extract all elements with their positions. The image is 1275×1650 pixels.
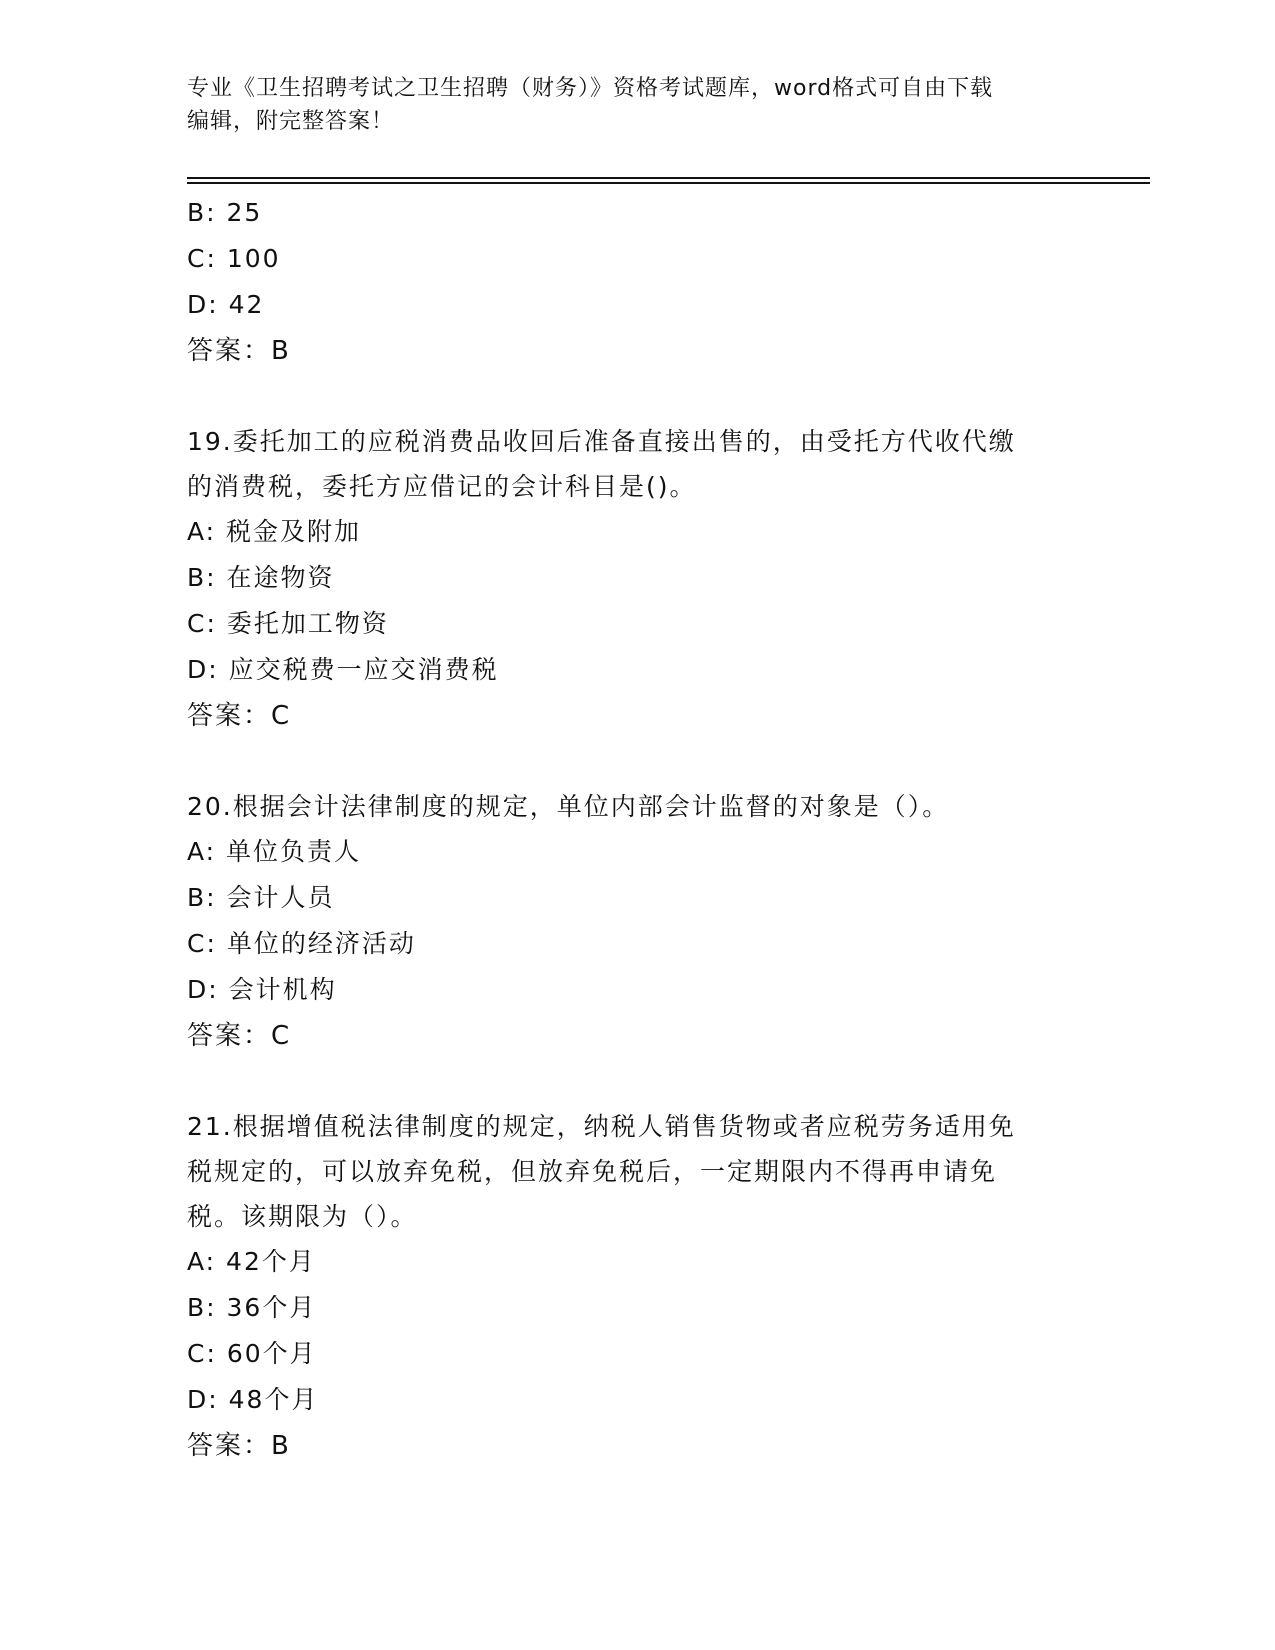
- option-text: 48个月: [228, 1385, 319, 1414]
- answer-line: 答案：B: [187, 1431, 291, 1461]
- option-a: [187, 829, 1087, 875]
- option-label: C:: [187, 244, 217, 273]
- option-d: [187, 1377, 1087, 1423]
- option-b: [187, 555, 1087, 601]
- option-c: [187, 1331, 1087, 1377]
- option-text: 应交税费一应交消费税: [228, 655, 499, 684]
- option-b: [187, 1285, 1087, 1331]
- header-rule-bottom: [187, 182, 1150, 184]
- option-text: 100: [226, 244, 281, 273]
- option-text: 42: [228, 290, 265, 319]
- question-text-line: 税规定的，可以放弃免税，但放弃免税后，一定期限内不得再申请免: [187, 1157, 998, 1186]
- option-c: [187, 601, 1087, 647]
- question-block-20: [187, 784, 1087, 1059]
- option-label: D:: [187, 290, 219, 319]
- option-label: A:: [187, 1247, 217, 1276]
- document-body: [187, 190, 1087, 1469]
- option-label: D:: [187, 975, 219, 1004]
- question-text-line: 20.根据会计法律制度的规定，单位内部会计监督的对象是（）。: [187, 792, 950, 821]
- question-text-line: 的消费税，委托方应借记的会计科目是()。: [187, 472, 697, 501]
- option-text: 单位的经济活动: [226, 929, 416, 958]
- answer-line: 答案：C: [187, 1021, 292, 1051]
- option-c: [187, 236, 1087, 282]
- question-text-line: 19.委托加工的应税消费品收回后准备直接出售的，由受托方代收代缴: [187, 427, 1016, 456]
- spacer: [187, 739, 1087, 784]
- question-block-21: [187, 1104, 1087, 1469]
- option-b: [187, 190, 1087, 236]
- option-text: 委托加工物资: [226, 609, 389, 638]
- header-rule-top: [187, 177, 1150, 179]
- option-a: [187, 1239, 1087, 1285]
- option-text: 会计人员: [226, 883, 335, 912]
- option-text: 42个月: [226, 1247, 316, 1276]
- option-text: 会计机构: [228, 975, 337, 1004]
- option-text: 单位负责人: [226, 837, 362, 866]
- option-text: 在途物资: [226, 563, 335, 592]
- header-line-2: 编辑，附完整答案！: [187, 109, 395, 134]
- option-d: [187, 967, 1087, 1013]
- option-label: C:: [187, 609, 217, 638]
- option-a: [187, 509, 1087, 555]
- option-label: D:: [187, 655, 219, 684]
- option-text: 25: [226, 198, 263, 227]
- question-block-prev: [187, 190, 1087, 374]
- question-text-line: 税。该期限为（）。: [187, 1202, 418, 1231]
- option-label: A:: [187, 517, 217, 546]
- option-label: B:: [187, 563, 217, 592]
- spacer: [187, 1059, 1087, 1104]
- option-label: A:: [187, 837, 217, 866]
- option-text: 60个月: [226, 1339, 317, 1368]
- option-label: B:: [187, 883, 217, 912]
- option-label: B:: [187, 1293, 217, 1322]
- answer-line: 答案：B: [187, 336, 291, 366]
- option-d: [187, 647, 1087, 693]
- header-line-1: 专业《卫生招聘考试之卫生招聘（财务）》资格考试题库，word格式可自由下载: [187, 76, 994, 101]
- option-c: [187, 921, 1087, 967]
- question-block-19: [187, 419, 1087, 739]
- option-label: C:: [187, 1339, 217, 1368]
- document-header: [187, 72, 1087, 138]
- option-label: C:: [187, 929, 217, 958]
- option-label: B:: [187, 198, 217, 227]
- answer-line: 答案：C: [187, 701, 292, 731]
- option-d: [187, 282, 1087, 328]
- spacer: [187, 374, 1087, 419]
- option-text: 税金及附加: [226, 517, 362, 546]
- option-b: [187, 875, 1087, 921]
- question-text-line: 21.根据增值税法律制度的规定，纳税人销售货物或者应税劳务适用免: [187, 1112, 1016, 1141]
- option-text: 36个月: [226, 1293, 317, 1322]
- option-label: D:: [187, 1385, 219, 1414]
